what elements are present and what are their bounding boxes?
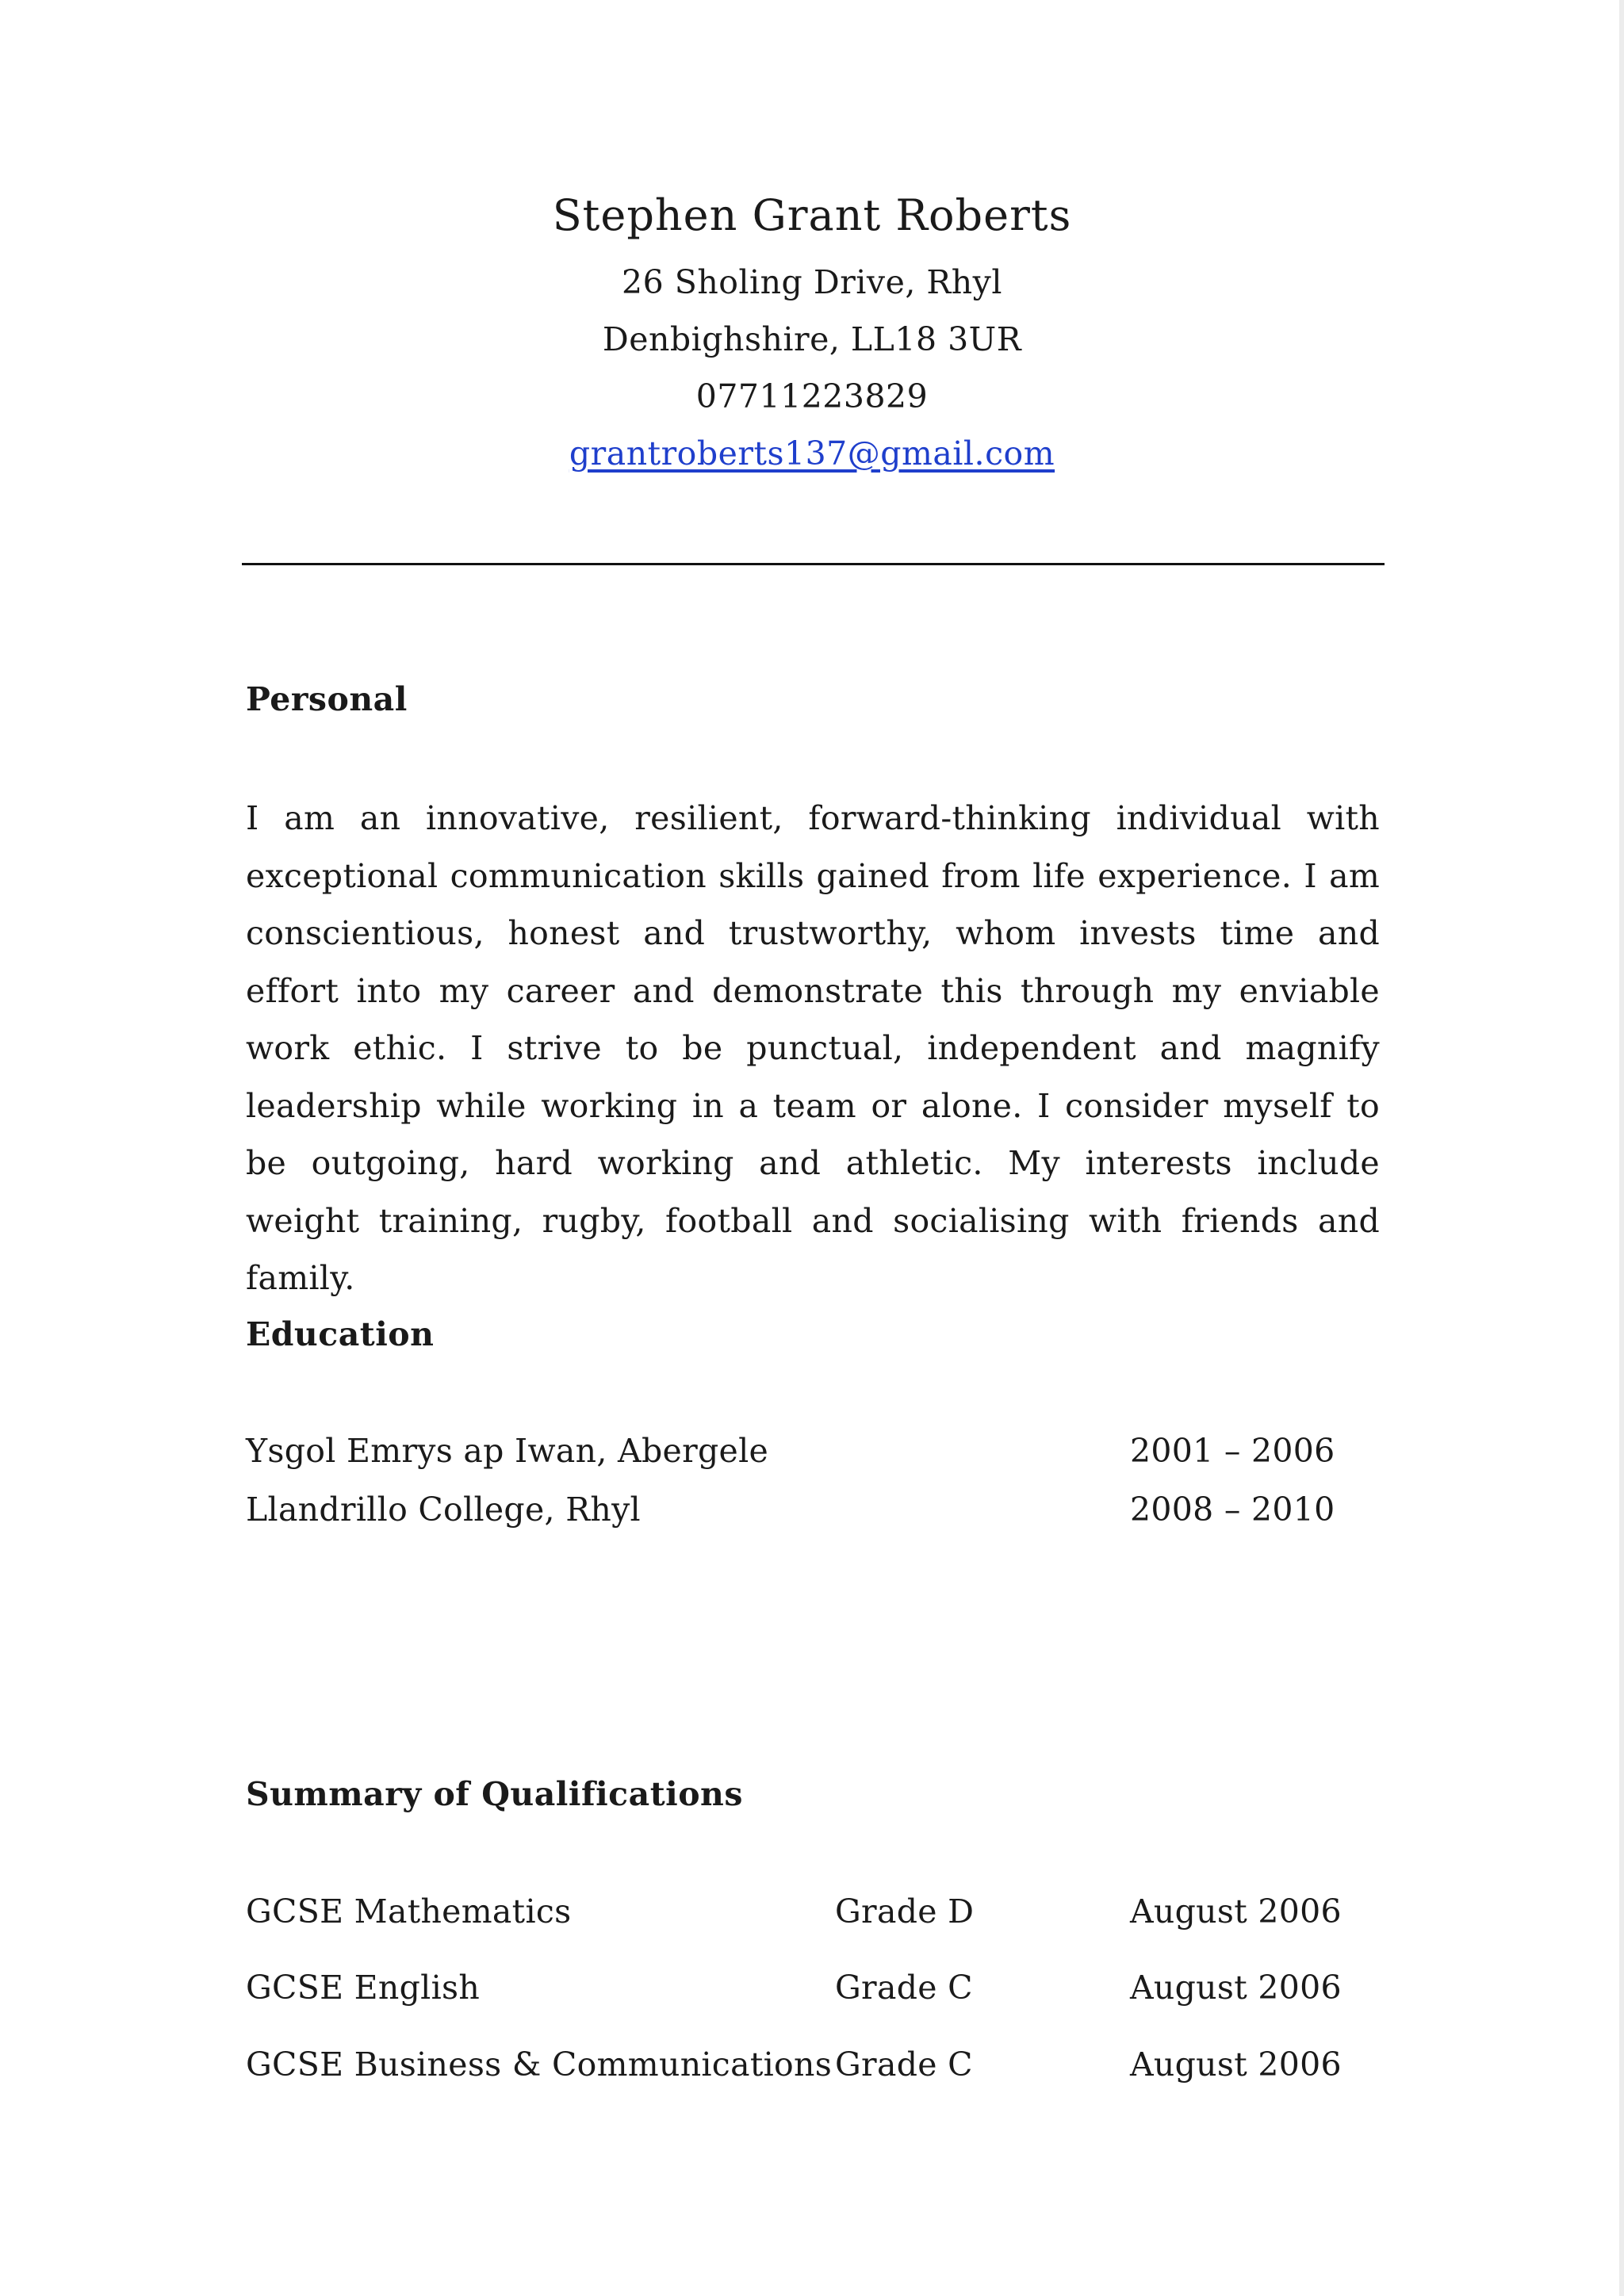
- personal-statement: I am an innovative, resilient, forward-thinking individual with exceptional communication skills gained from life experience. I am conscientious, honest and trustworthy, whom invests time and effort into my career and demonstrate this through my enviable work ethic. I strive to be punctual, independent and magnify leadership while working in a team or alone. I consider myself to be outgoing, hard working and athletic. My interests include weight training, rugby, football and socialising with friends and family.: [246, 799, 1380, 1297]
- qualifications-heading: Summary of Qualifications: [246, 1775, 743, 1813]
- education-school: Llandrillo College, Rhyl: [246, 1490, 641, 1529]
- address-line-1: 26 Sholing Drive, Rhyl: [622, 263, 1002, 301]
- qualification-grade: Grade C: [835, 1969, 973, 2007]
- education-years: 2001 – 2006: [1130, 1432, 1335, 1470]
- qualification-subject: GCSE English: [246, 1969, 481, 2007]
- header-divider: [242, 563, 1385, 565]
- qualification-date: August 2006: [1130, 1892, 1342, 1931]
- education-item: [246, 1427, 1380, 1475]
- qualification-grade: Grade C: [835, 2045, 973, 2084]
- email-link[interactable]: grantroberts137@gmail.com: [569, 434, 1055, 473]
- qualification-date: August 2006: [1130, 2045, 1342, 2084]
- address-line-2: Denbighshire, LL18 3UR: [602, 320, 1022, 358]
- qualification-item: [246, 2041, 1380, 2088]
- personal-heading: Personal: [246, 680, 408, 718]
- qualification-item: [246, 1888, 1380, 1935]
- email-line: [0, 425, 1624, 482]
- education-item: [246, 1486, 1380, 1533]
- education-heading: Education: [246, 1315, 435, 1353]
- cv-header: [0, 187, 1624, 482]
- qualification-date: August 2006: [1130, 1969, 1342, 2007]
- education-school: Ysgol Emrys ap Iwan, Abergele: [246, 1432, 769, 1470]
- qualification-subject: GCSE Mathematics: [246, 1892, 572, 1931]
- phone-number: 07711223829: [695, 377, 929, 415]
- qualification-item: [246, 1964, 1380, 2011]
- education-years: 2008 – 2010: [1130, 1490, 1335, 1529]
- candidate-name: Stephen Grant Roberts: [552, 190, 1072, 240]
- qualification-subject: GCSE Business & Communications: [246, 2045, 833, 2084]
- qualification-grade: Grade D: [835, 1892, 975, 1931]
